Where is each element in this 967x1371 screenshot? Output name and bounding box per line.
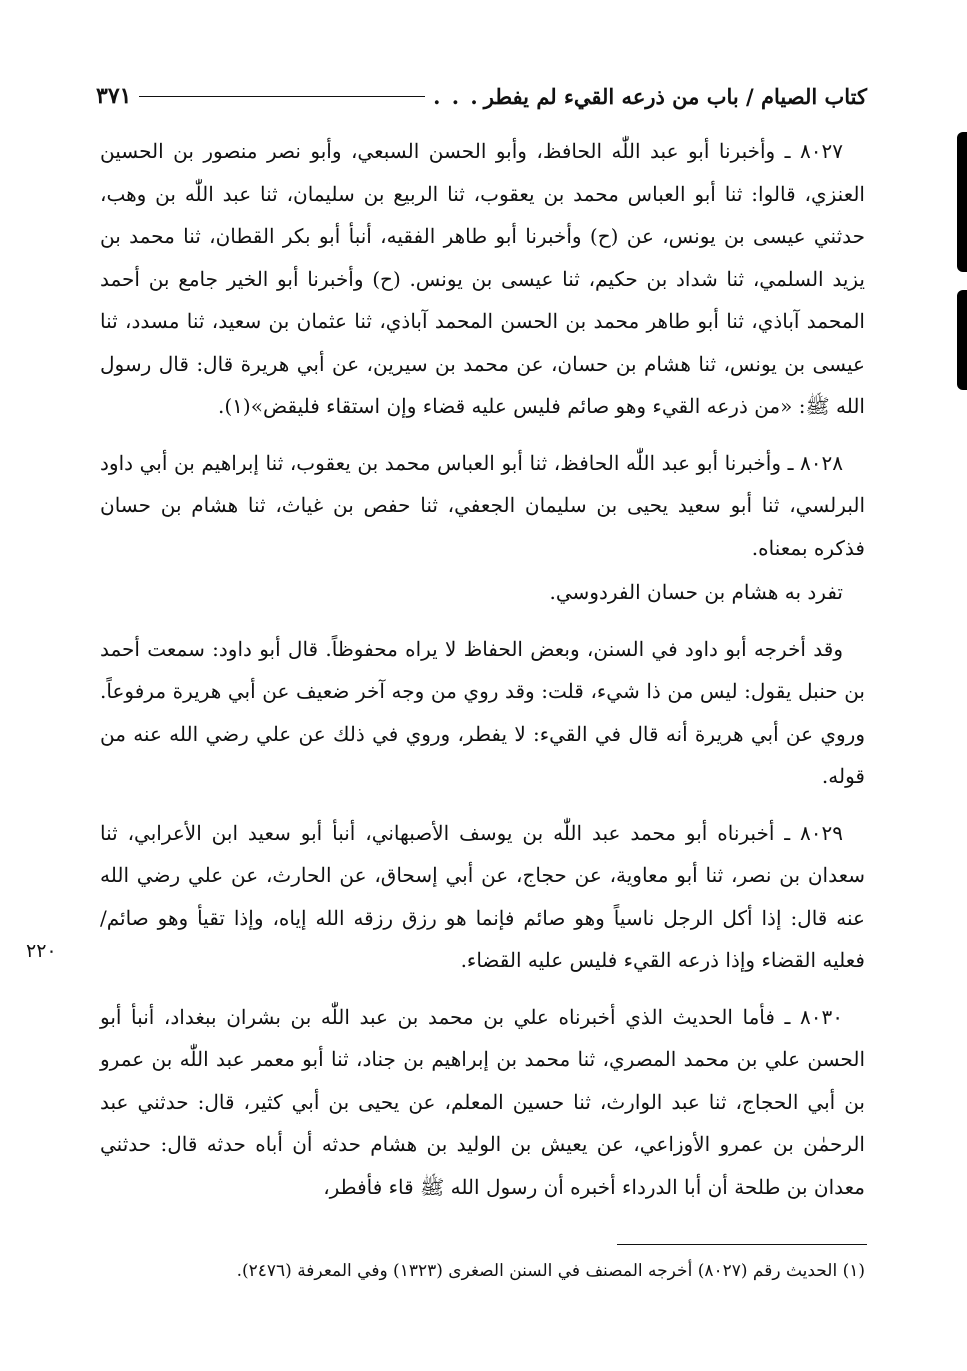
scan-edge-mark-lower [957,290,967,390]
hadith-8029: ٨٠٢٩ ـ أخبرناه أبو محمد عبد اللّٰه بن يوسف الأصبهاني، أنبأ أبو سعيد ابن الأعرابي، ثنا سعدان بن نصر، ثنا أبو معاوية، عن حجاج، عن أبي إسحاق، عن الحارث، عن علي رضي الله عنه قال: إذا أكل الرجل ناسياً وهو صائم فإنما هو رزق رزقه الله إياه، وإذا تقيأ وهو صائم/ فعليه القضاء وإذا ذرعه القيء فليس عليه القضاء. [100,820,865,972]
page-number: ٣٧١ [96,83,132,109]
hadith-8028: ٨٠٢٨ ـ وأخبرنا أبو عبد اللّٰه الحافظ، ثنا أبو العباس محمد بن يعقوب، ثنا إبراهيم بن أبي داود البرلسي، ثنا أبو سعيد يحيى بن سليمان الجعفي، ثنا حفص بن غياث، ثنا هشام بن حسان فذكره بمعناه. [100,450,865,560]
header-rule [139,96,425,97]
hadith-8030: ٨٠٣٠ ـ فأما الحديث الذي أخبرناه علي بن محمد بن عبد اللّٰه بن بشران ببغداد، أنبأ أبو الحسن علي بن محمد المصري، ثنا محمد بن إبراهيم بن جناد، ثنا أبو معمر عبد اللّٰه بن عمرو بن أبي الحجاج، ثنا عبد الوارث، ثنا حسين المعلم، عن يحيى بن أبي كثير، قال: حدثني عبد الرحمٰن بن عمرو الأوزاعي، عن يعيش بن الوليد بن هشام حدثه أن أباه حدثه قال: حدثني معدان بن طلحة أن أبا الدرداء أخبره أن رسول الله ﷺ قاء فأفطر، [100,1004,865,1199]
running-header [96,78,867,114]
footnote: (١) الحديث رقم (٨٠٢٧) أخرجه المصنف في السنن الصغرى (١٣٢٣) وفي المعرفة (٢٤٧٦). [236,1261,865,1281]
footnote-separator [617,1244,867,1245]
margin-page-reference: ٢٢٠ [26,940,57,962]
header-title: كتاب الصيام / باب من ذرعه القيء لم يفطر [483,83,867,109]
commentary-abu-dawud: وقد أخرجه أبو داود في السنن، وبعض الحفاظ لا يراه محفوظاً. قال أبو داود: سمعت أحمد بن حنبل يقول: ليس من ذا شيء، قلت: وقد روي من وجه آخر ضعيف عن أبي هريرة مرفوعاً. وروي عن أبي هريرة أنه قال في القيء: لا يفطر، وروي في ذلك عن علي رضي الله عنه من قوله. [100,636,865,788]
main-text [100,130,865,1222]
scan-edge-mark-upper [957,132,967,272]
hadith-8027: ٨٠٢٧ ـ وأخبرنا أبو عبد اللّٰه الحافظ، وأبو الحسن السبعي، وأبو نصر منصور بن الحسين العنزي، قالوا: ثنا أبو العباس محمد بن يعقوب، ثنا الربيع بن سليمان، ثنا عبد اللّٰه بن وهب، حدثني عيسى بن يونس، عن (ح) وأخبرنا أبو طاهر الفقيه، أنبأ أبو بكر القطان، ثنا محمد بن يزيد السلمي، ثنا شداد بن حكيم، ثنا عيسى بن يونس. (ح) وأخبرنا أبو الخير جامع بن أحمد المحمد آباذي، ثنا أبو طاهر محمد بن الحسن المحمد آباذي، ثنا عثمان بن سعيد، ثنا مسدد، ثنا عيسى بن يونس، ثنا هشام بن حسان، عن محمد بن سيرين، عن أبي هريرة قال: قال رسول الله ﷺ: «من ذرعه القيء وهو صائم فليس عليه قضاء وإن استقاء فليقض»(١). [100,139,865,418]
commentary-tafarrud: تفرد به هشام بن حسان الفردوسي. [549,580,843,604]
header-ellipsis: . . . [433,83,480,109]
